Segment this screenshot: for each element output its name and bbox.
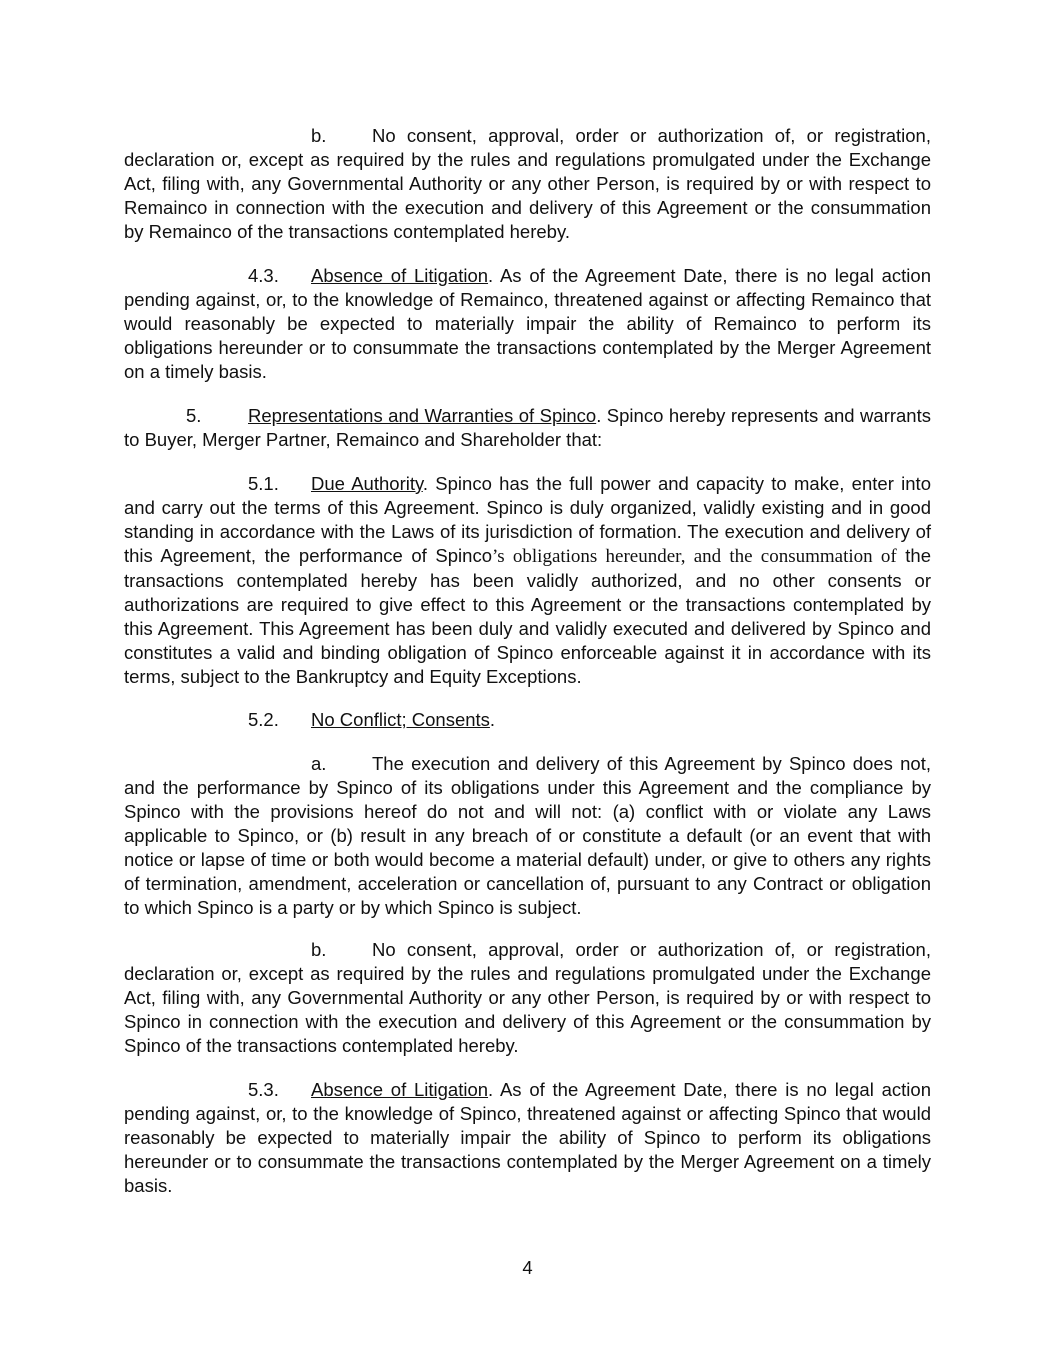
section-5: [124, 404, 931, 452]
paragraph-text: the transactions contemplated hereby has been validly authorized, and no other consents or authorizations are required to give effect to this Agreement or the transactions contemplated by this Agreement. This Agreement has been duly and validly executed and delivered by Spinco and constitutes a valid and binding obligation of Spinco enforceable against it in accordance with its terms, subject to the Bankruptcy and Equity Exceptions.: [124, 545, 932, 687]
section-number: 5.: [186, 405, 202, 426]
section-heading: Due Authority: [311, 473, 423, 494]
paragraph-text: The execution and delivery of this Agreement by Spinco does not, and the performance by Spinco of its obligations under this Agreement and the compliance by Spinco with the provisions hereof do not and will not: (a) conflict with or violate any Laws applicable to Spinco, or (b) result in any breach of or constitute a default (or an event that with notice or lapse of time or both would become a material default) under, or give to others any rights of termination, amendment, acceleration or cancellation of, pursuant to any Contract or obligation to which Spinco is a party or by which Spinco is subject.: [124, 753, 931, 918]
section-5-2: [124, 708, 931, 732]
section-5-3: [124, 1078, 931, 1198]
item-label: b.: [311, 939, 327, 960]
paragraph-5-2-b: [124, 938, 931, 1058]
section-number: 5.2.: [248, 709, 279, 730]
section-number: 5.1.: [248, 473, 279, 494]
section-heading: Representations and Warranties of Spinco: [248, 405, 597, 426]
paragraph-text: No consent, approval, order or authorization of, or registration, declaration or, except as required by the rules and regulations promulgated under the Exchange Act, filing with, any Governmental Authority or any other Person, is required by or with respect to Spinco in connection with the execution and delivery of this Agreement or the consummation by Spinco of the transactions contemplated hereby.: [124, 939, 931, 1056]
paragraph-5-2-a: [124, 752, 931, 920]
section-4-3: [124, 264, 931, 384]
paragraph-text: . As of the Agreement Date, there is no legal action pending against, or, to the knowledge of Spinco, threatened against or affecting Spinco that would reasonably be expected to materially impair the ability of Spinco to perform its obligations hereunder or to consummate the transactions contemplated by the Merger Agreement on a timely basis.: [124, 1079, 931, 1196]
section-heading: Absence of Litigation: [311, 265, 489, 286]
section-number: 4.3.: [248, 265, 279, 286]
paragraph-text: . Spinco hereby represents and warrants to Buyer, Merger Partner, Remainco and Shareholder that:: [124, 405, 931, 450]
item-label: b.: [311, 125, 327, 146]
page-number: 4: [522, 1257, 533, 1278]
section-heading: Absence of Litigation: [311, 1079, 489, 1100]
paragraph-4-2-b: [124, 124, 931, 244]
paragraph-text: No consent, approval, order or authorization of, or registration, declaration or, except as required by the rules and regulations promulgated under the Exchange Act, filing with, any Governmental Authority or any other Person, is required by or with respect to Remainco in connection with the execution and delivery of this Agreement or the consummation by Remainco of the transactions contemplated hereby.: [124, 125, 931, 242]
section-heading: No Conflict; Consents: [311, 709, 490, 730]
paragraph-text: . As of the Agreement Date, there is no legal action pending against, or, to the knowledge of Remainco, threatened against or affecting Remainco that would reasonably be expected to materially impair the ability of Remainco to perform its obligations hereunder or to consummate the transactions contemplated by the Merger Agreement on a timely basis.: [124, 265, 931, 382]
section-number: 5.3.: [248, 1079, 279, 1100]
section-5-1: [124, 472, 931, 689]
paragraph-text-serif: ’s obligations hereunder, and the consummation of: [492, 546, 897, 567]
item-label: a.: [311, 753, 327, 774]
paragraph-text: .: [489, 709, 496, 730]
paragraph-text: . Spinco has the full power and capacity to make, enter into and carry out the terms of this Agreement. Spinco is duly organized, validly existing and in good standing in accordance with the Laws of its jurisdiction of formation. The execution and delivery of this Agreement, the performance of Spinco: [124, 473, 931, 566]
